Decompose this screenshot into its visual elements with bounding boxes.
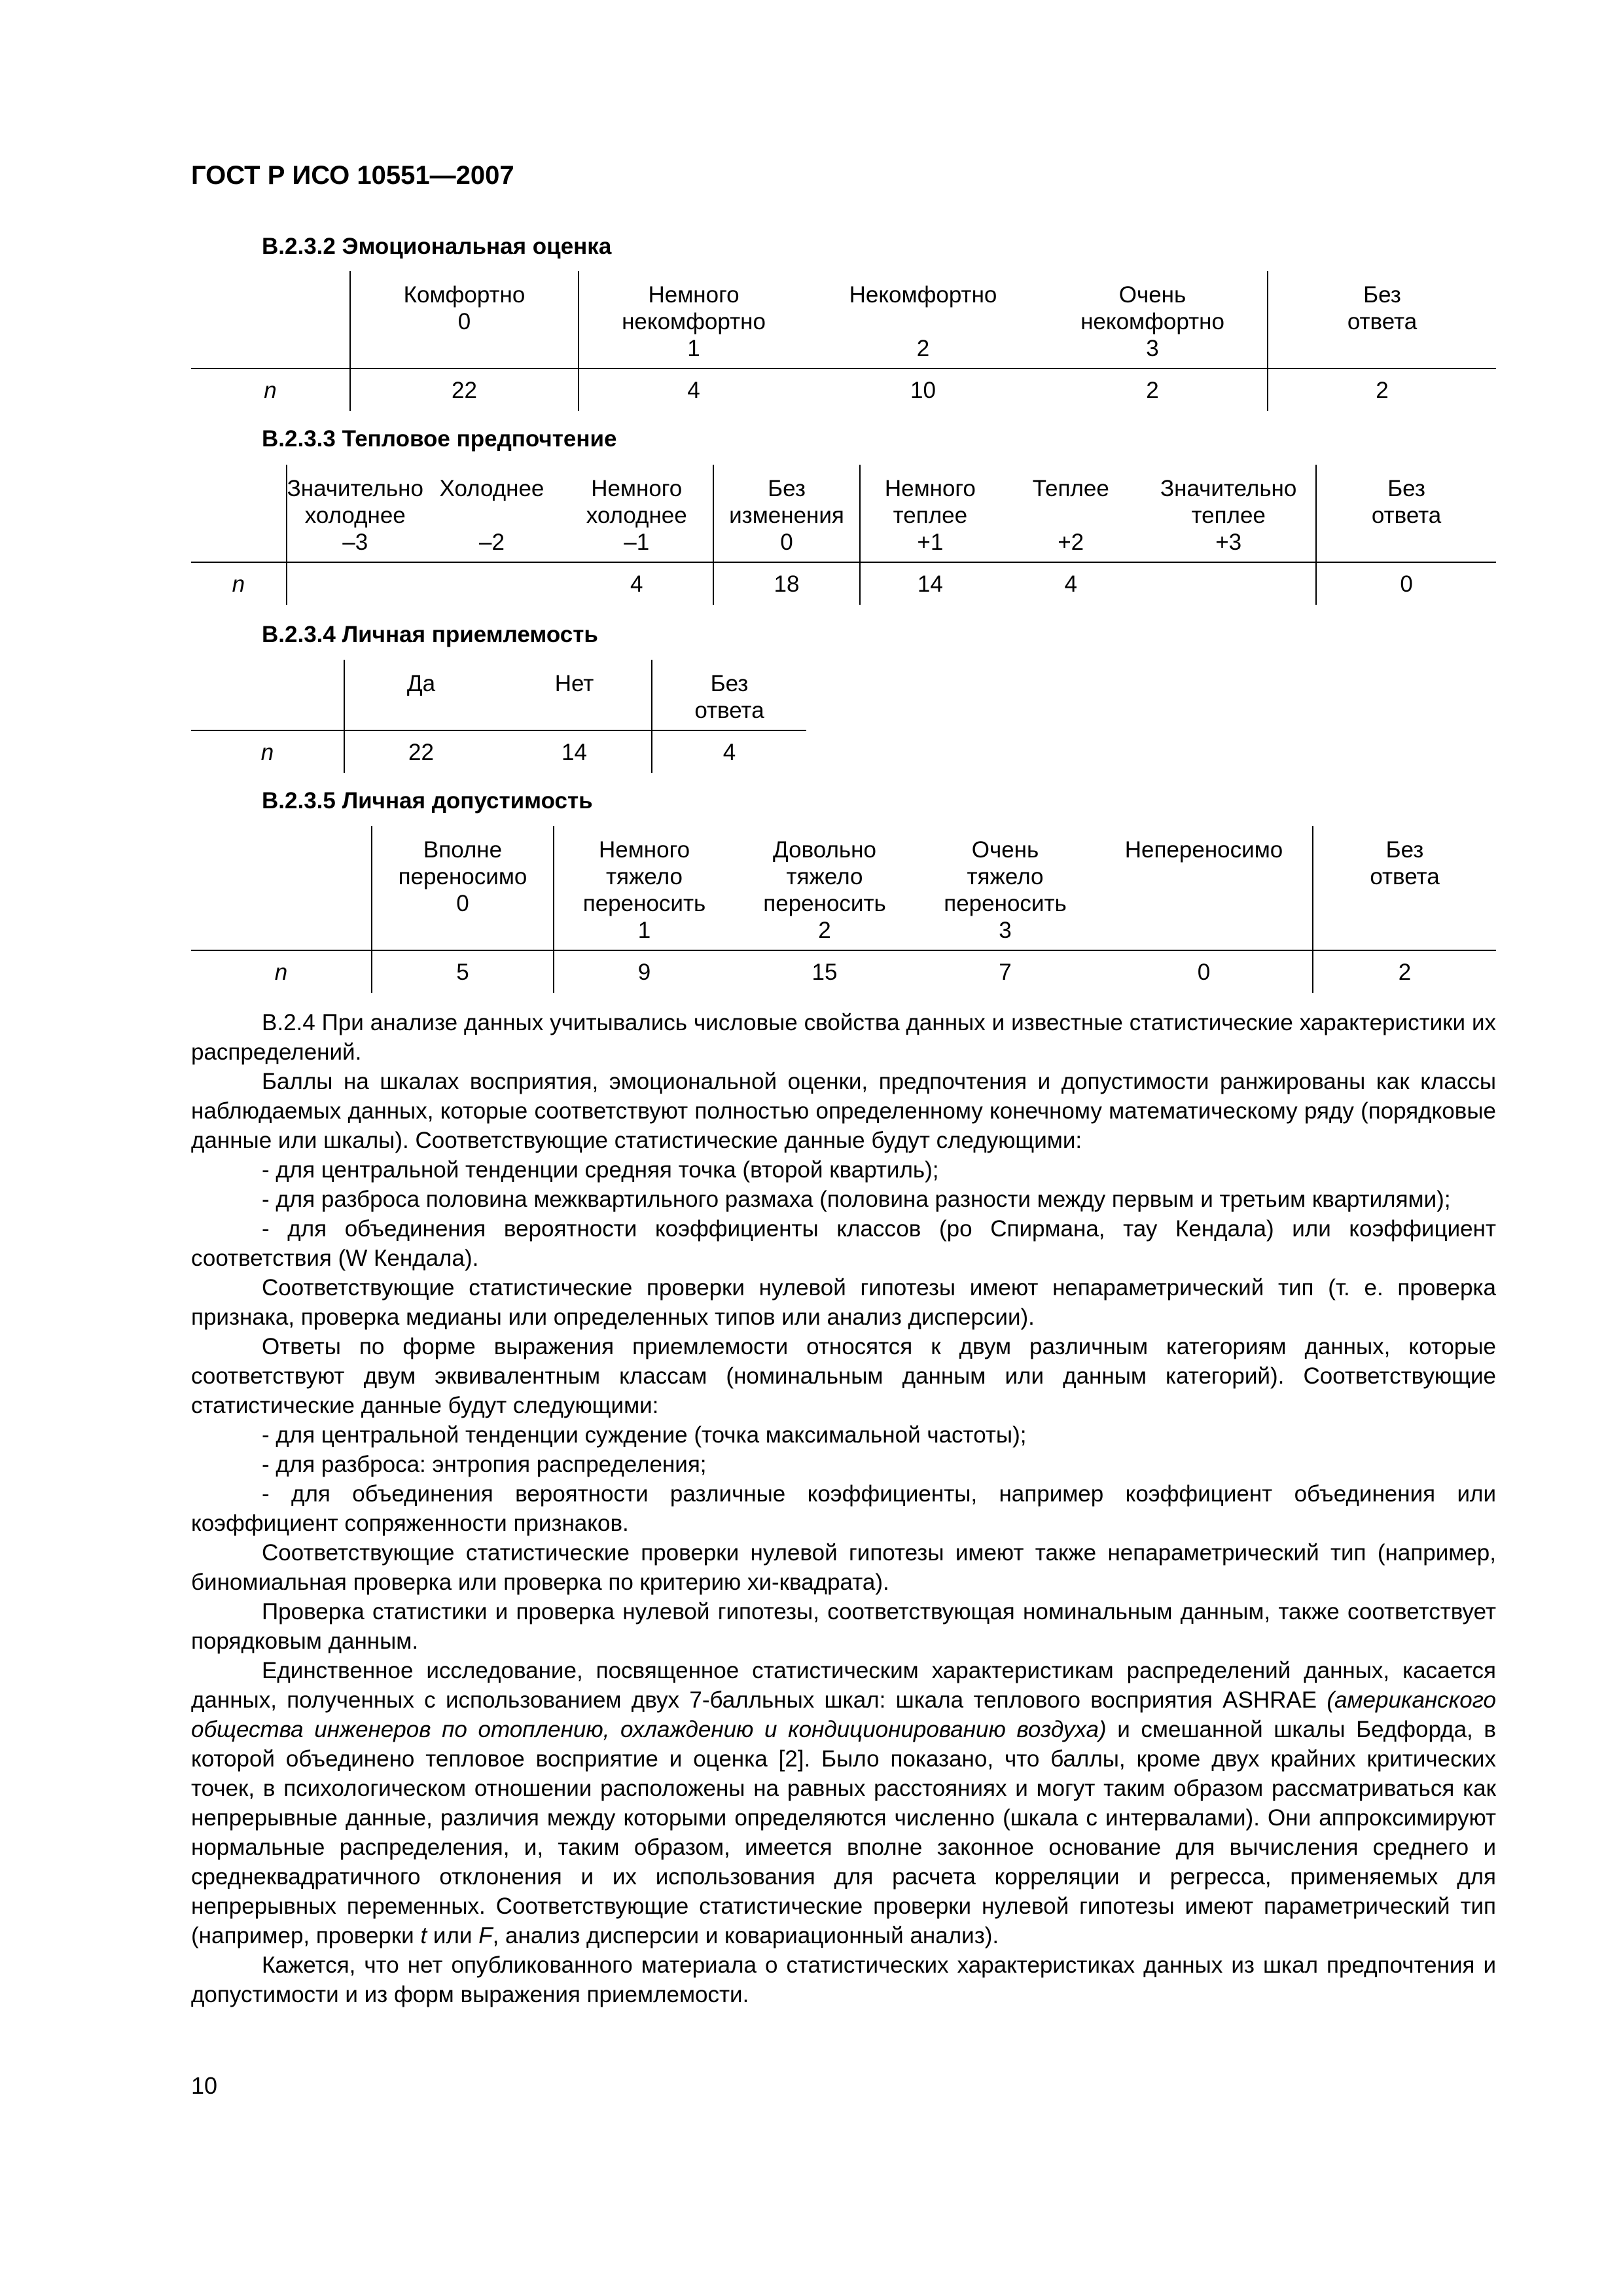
- table-cell: [423, 562, 560, 605]
- table-cell: 7: [999, 959, 1012, 985]
- paragraph: Соответствующие статистические проверки нулевой гипотезы имеют непараметрический тип (т. е. проверка признака, проверка медианы или определенных типов или анализ дисперсии).: [191, 1275, 1496, 1330]
- col-label: Значительно холоднее: [287, 476, 423, 528]
- list-item: - для центральной тенденции суждение (точка максимальной частоты);: [262, 1422, 1027, 1448]
- table-personal-acceptability: [191, 660, 806, 773]
- col-header: [1268, 271, 1496, 368]
- col-header: [734, 826, 915, 950]
- document-header: ГОСТ Р ИСО 10551—2007: [191, 161, 514, 190]
- italic-symbol: t: [420, 1923, 427, 1948]
- col-label: Очень некомфортно: [1080, 282, 1224, 334]
- col-header: [1038, 271, 1268, 368]
- col-label: Без ответа: [1370, 837, 1440, 889]
- table-cell: 4: [687, 377, 700, 403]
- table-corner: [191, 660, 344, 730]
- col-label: Немного тяжело переносить: [582, 837, 706, 916]
- col-header: [1000, 465, 1141, 562]
- text-run: или: [427, 1923, 479, 1948]
- table-cell: [1141, 562, 1316, 605]
- row-label: n: [191, 730, 344, 773]
- col-header: [652, 660, 806, 730]
- section-title-personal-acceptability: В.2.3.4 Личная приемлемость: [262, 622, 598, 647]
- table-cell: 10: [910, 377, 936, 403]
- col-code: 0: [456, 891, 469, 916]
- italic-symbol: F: [478, 1923, 493, 1948]
- table-corner: [191, 826, 372, 950]
- col-label: Немного холоднее: [586, 476, 687, 528]
- col-header: [1313, 826, 1496, 950]
- table-cell: 14: [497, 730, 652, 773]
- col-code: 2: [818, 918, 831, 943]
- col-label: Да: [406, 671, 436, 696]
- col-label: Довольно тяжело переносить: [763, 837, 886, 916]
- paragraph: Кажется, что нет опубликованного материала о статистических характеристиках данных из шкал предпочтения и допустимости и из форм выражения приемлемости.: [191, 1952, 1496, 2007]
- col-label: Без ответа: [1371, 476, 1442, 528]
- col-label: Очень тяжело переносить: [944, 837, 1067, 916]
- table-cell: 2: [1038, 368, 1268, 411]
- list-item: - для разброса: энтропия распределения;: [262, 1452, 707, 1477]
- text-run: Единственное исследование, посвященное статистическим характеристикам распределений данных, касается данных, полученных с использованием двух 7-балльных шкал: шкала теплового восприятия ASHRAE: [191, 1658, 1496, 1713]
- col-code: +1: [917, 529, 944, 555]
- table-cell: [287, 562, 423, 605]
- col-header: [372, 826, 554, 950]
- list-item: - для объединения вероятности коэффициенты классов (ро Спирмана, тау Кендала) или коэффициент соответствия (W Кендала).: [191, 1216, 1496, 1271]
- col-code: 0: [780, 529, 793, 555]
- col-header: [860, 465, 1001, 562]
- col-header: [423, 465, 560, 562]
- col-header: [1316, 465, 1496, 562]
- table-cell: 15: [812, 959, 838, 985]
- col-label: Немного теплее: [884, 476, 976, 528]
- col-code: 3: [1146, 336, 1159, 361]
- col-code: 3: [999, 918, 1012, 943]
- col-code: –3: [342, 529, 368, 555]
- table-cell: 22: [350, 368, 579, 411]
- page-number: 10: [191, 2072, 218, 2099]
- table-cell: 14: [917, 571, 943, 597]
- col-header: [344, 660, 497, 730]
- table-cell: 4: [722, 739, 736, 765]
- col-label: Комфортно: [403, 282, 526, 308]
- col-label: Без ответа: [694, 671, 764, 723]
- col-label: Холоднее: [439, 476, 544, 501]
- table-corner: [191, 465, 287, 562]
- table-cell: 2: [1398, 959, 1412, 985]
- col-label: Значительно теплее: [1160, 476, 1297, 528]
- table-personal-tolerance: [191, 826, 1496, 993]
- paragraph: Баллы на шкалах восприятия, эмоциональной оценки, предпочтения и допустимости ранжированы как классы наблюдаемых данных, которые соответствуют полностью определенному конечному математическому ряду (порядковые данные или шкалы). Соответствующие статистические данные будут следующими:: [191, 1069, 1496, 1153]
- col-label: Непереносимо: [1124, 837, 1283, 863]
- col-label: Некомфортно: [849, 282, 997, 308]
- table-corner: [191, 271, 350, 368]
- col-header: [560, 465, 713, 562]
- col-header: [497, 660, 652, 730]
- col-header: [713, 465, 859, 562]
- col-label: Без ответа: [1347, 282, 1418, 334]
- col-code: +3: [1215, 529, 1242, 555]
- col-code: –1: [624, 529, 650, 555]
- col-label: Теплее: [1032, 476, 1109, 501]
- body-text: [191, 1008, 1496, 2009]
- col-header: [808, 271, 1038, 368]
- paragraph: Ответы по форме выражения приемлемости относятся к двум различным категориям данных, которые соответствуют двум эквивалентным классам (номинальным данным или данным категорий). Соответствующие статистические данные будут следующими:: [191, 1334, 1496, 1418]
- row-label: n: [191, 950, 372, 993]
- col-label: Нет: [554, 671, 594, 696]
- table-cell: 18: [713, 562, 859, 605]
- col-header: [350, 271, 579, 368]
- table-cell: 0: [1400, 571, 1413, 597]
- section-title-personal-tolerance: В.2.3.5 Личная допустимость: [262, 788, 593, 814]
- paragraph: В.2.4 При анализе данных учитывались числовые свойства данных и известные статистические характеристики их распределений.: [191, 1010, 1496, 1065]
- col-header: [915, 826, 1096, 950]
- section-title-emotional: В.2.3.2 Эмоциональная оценка: [262, 234, 612, 259]
- col-header: [1141, 465, 1316, 562]
- table-cell: 0: [1096, 950, 1313, 993]
- table-emotional-assessment: [191, 271, 1496, 411]
- paragraph: Проверка статистики и проверка нулевой гипотезы, соответствующая номинальным данным, также соответствует порядковым данным.: [191, 1599, 1496, 1654]
- col-label: Вполне переносимо: [398, 837, 527, 889]
- col-code: 1: [637, 918, 651, 943]
- col-code: –2: [478, 529, 505, 555]
- paragraph: Соответствующие статистические проверки нулевой гипотезы имеют также непараметрический тип (например, биномиальная проверка или проверка по критерию хи-квадрата).: [191, 1540, 1496, 1595]
- col-code: 0: [457, 309, 471, 334]
- table-thermal-preference: [191, 465, 1496, 605]
- paragraph: [191, 1656, 1496, 1950]
- col-header: [579, 271, 808, 368]
- row-label: n: [191, 368, 350, 411]
- list-item: - для разброса половина межквартильного размаха (половина разности между первым и третьим квартилями);: [262, 1187, 1451, 1212]
- text-run: и смешанной шкалы Бедфорда, в которой объединено тепловое восприятие и оценка [2]. Было показано, что баллы, кроме двух крайних критических точек, в психологическом отношении расположены на равных расстояниях и могут таким образом рассматриваться как непрерывные данные, различия между которыми определяются численно (шкала с интервалами). Они аппроксимируют нормальные распределения, и, таким образом, имеется вполне законное основание для вычисления среднего и среднеквадратичного отклонения и их использования для расчета корреляции и регресса, применяемых для непрерывных переменных. Соответствующие статистические проверки нулевой гипотезы имеют параметрический тип (например, проверки: [191, 1717, 1496, 1948]
- list-item: - для объединения вероятности различные коэффициенты, например коэффициент объединения или коэффициент сопряженности признаков.: [191, 1481, 1496, 1536]
- list-item: - для центральной тенденции средняя точка (второй квартиль);: [262, 1157, 939, 1183]
- italic-text: (американского общества инженеров по отоплению, охлаждению и кондиционированию воздуха): [191, 1687, 1496, 1742]
- col-header: [1096, 826, 1313, 950]
- table-cell: 2: [1376, 377, 1389, 403]
- col-header: [287, 465, 423, 562]
- col-code: +2: [1058, 529, 1084, 555]
- section-title-thermal-preference: В.2.3.3 Тепловое предпочтение: [262, 426, 617, 452]
- table-cell: 4: [1064, 571, 1077, 597]
- text-run: , анализ дисперсии и ковариационный анализ).: [492, 1923, 999, 1948]
- col-code: 2: [916, 336, 930, 361]
- table-cell: 4: [560, 562, 713, 605]
- table-cell: 9: [637, 959, 651, 985]
- row-label: n: [191, 562, 287, 605]
- table-cell: 22: [408, 739, 434, 765]
- col-label: Немного некомфортно: [622, 282, 766, 334]
- col-header: [554, 826, 734, 950]
- col-code: 1: [687, 336, 700, 361]
- col-label: Без изменения: [729, 476, 844, 528]
- table-cell: 5: [372, 950, 554, 993]
